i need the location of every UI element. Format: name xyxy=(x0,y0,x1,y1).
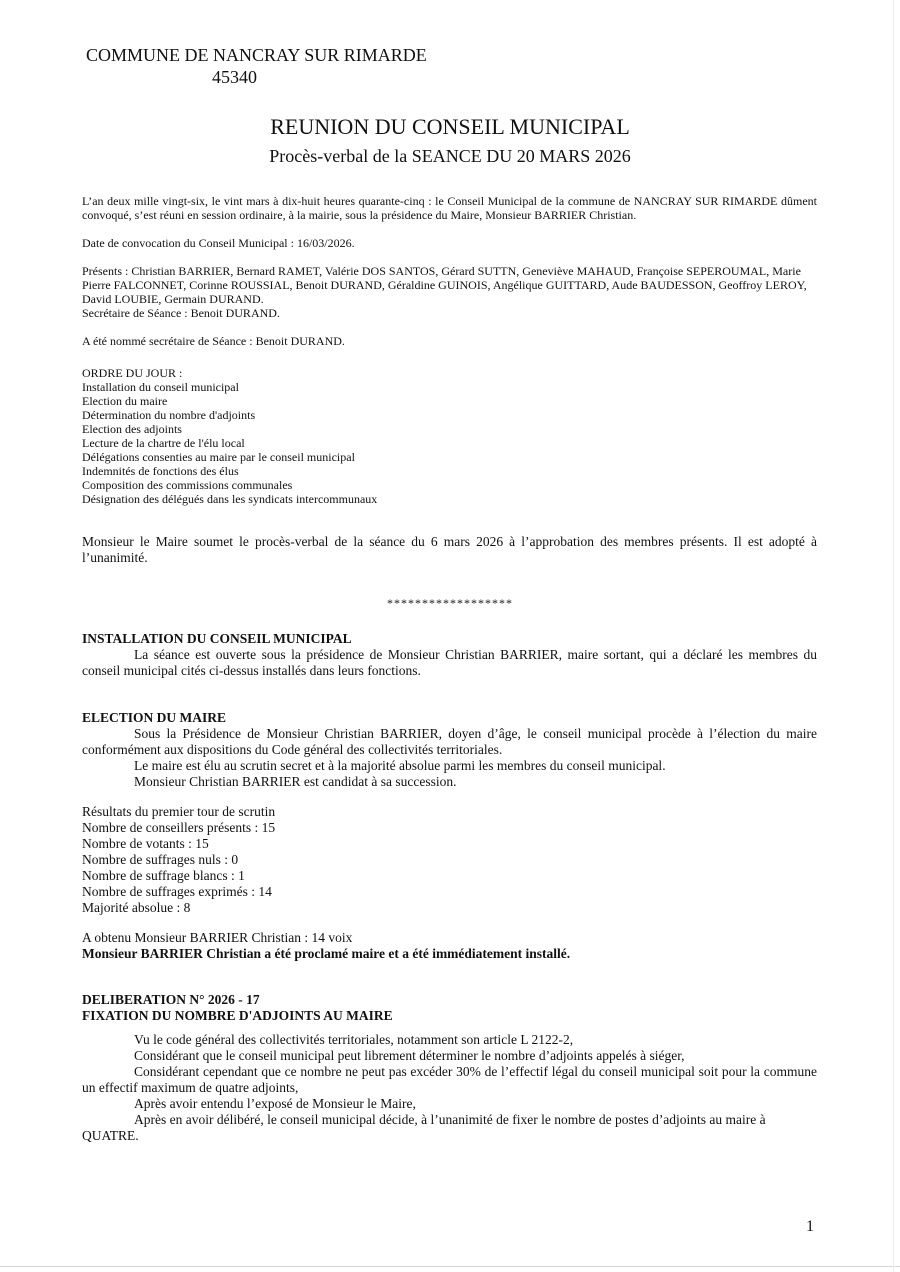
election-paragraph: Sous la Présidence de Monsieur Christian BARRIER, doyen d’âge, le conseil municipal procède à l’élection du maire conformément aux dispositions du Code général des collectivités territoriales. xyxy=(82,726,817,757)
ordre-item: Election du maire xyxy=(82,394,168,408)
election-paragraph: Monsieur Christian BARRIER est candidat à sa succession. xyxy=(134,774,457,789)
convocation-date: Date de convocation du Conseil Municipal : 16/03/2026. xyxy=(82,236,355,250)
deliberation-section xyxy=(82,992,817,1144)
result-line: Nombre de votants : 15 xyxy=(82,836,209,851)
result-line: Nombre de suffrage blancs : 1 xyxy=(82,868,245,883)
election-heading: ELECTION DU MAIRE xyxy=(82,710,227,725)
ordre-item: Election des adjoints xyxy=(82,422,182,436)
ordre-item: Indemnités de fonctions des élus xyxy=(82,464,239,478)
page-bottom-edge xyxy=(0,1266,900,1267)
page-right-edge xyxy=(893,0,894,1272)
presents-list: Présents : Christian BARRIER, Bernard RAMET, Valérie DOS SANTOS, Gérard SUTTN, Geneviève MAHAUD, Françoise SEPEROUMAL, Marie Pierre FALCONNET, Corinne ROUSSIAL, Benoit DURAND, Géraldine GUINOIS, Angélique GUITTARD, Aude BAUDESSON, Geoffroy LEROY, David LOUBIE, Germain DURAND. xyxy=(82,264,807,306)
ordre-item: Détermination du nombre d'adjoints xyxy=(82,408,256,422)
page-number: 1 xyxy=(806,1218,814,1235)
ordre-du-jour xyxy=(82,366,817,506)
election-paragraph: Le maire est élu au scrutin secret et à la majorité absolue parmi les membres du conseil municipal. xyxy=(134,758,666,773)
installation-section xyxy=(82,631,817,679)
ordre-item: Désignation des délégués dans les syndicats intercommunaux xyxy=(82,492,378,506)
document-title: REUNION DU CONSEIL MUNICIPAL xyxy=(270,114,630,139)
result-line: Nombre de conseillers présents : 15 xyxy=(82,820,276,835)
deliberation-paragraph: Vu le code général des collectivités territoriales, notamment son article L 2122-2, xyxy=(134,1032,574,1047)
intro-paragraph: L’an deux mille vingt-six, le vint mars à dix-huit heures quarante-cinq : le Conseil Municipal de la commune de NANCRAY SUR RIMARDE dûment convoqué, s’est réuni en session ordinaire, à la mairie, sous la présidence du Maire, Monsieur BARRIER Christian. xyxy=(82,194,817,222)
secretaire-line: Secrétaire de Séance : Benoit DURAND. xyxy=(82,306,280,320)
result-line: Nombre de suffrages exprimés : 14 xyxy=(82,884,272,899)
installation-text: La séance est ouverte sous la présidence de Monsieur Christian BARRIER, maire sortant, qui a déclaré les membres du conseil municipal cités ci-dessus installés dans leurs fonctions. xyxy=(82,647,817,678)
result-line: Nombre de suffrages nuls : 0 xyxy=(82,852,239,867)
deliberation-paragraph: Après en avoir délibéré, le conseil municipal décide, à l’unanimité de fixer le nombre de postes d’adjoints au maire à QUATRE. xyxy=(82,1112,766,1143)
votes-obtained: A obtenu Monsieur BARRIER Christian : 14 voix xyxy=(82,930,353,945)
ordre-item: Lecture de la chartre de l'élu local xyxy=(82,436,245,450)
ordre-item: Délégations consenties au maire par le conseil municipal xyxy=(82,450,355,464)
intro-section xyxy=(82,194,817,348)
deliberation-paragraph: Considérant cependant que ce nombre ne peut pas excéder 30% de l’effectif légal du conseil municipal soit pour la commune un effectif maximum de quatre adjoints, xyxy=(82,1064,817,1095)
result-line: Majorité absolue : 8 xyxy=(82,900,191,915)
installation-heading: INSTALLATION DU CONSEIL MUNICIPAL xyxy=(82,631,352,646)
election-outcome xyxy=(82,930,817,962)
election-section xyxy=(82,710,817,790)
mayor-proclaimed: Monsieur BARRIER Christian a été proclamé maire et a été immédiatement installé. xyxy=(82,946,571,961)
result-line: Résultats du premier tour de scrutin xyxy=(82,804,276,819)
election-results xyxy=(82,804,817,916)
commune-header xyxy=(86,44,427,88)
section-separator: ****************** xyxy=(387,596,513,610)
commune-name: COMMUNE DE NANCRAY SUR RIMARDE xyxy=(86,45,427,65)
approbation-paragraph: Monsieur le Maire soumet le procès-verbal de la séance du 6 mars 2026 à l’approbation des membres présents. Il est adopté à l’unanimité. xyxy=(82,534,817,565)
deliberation-paragraph: Considérant que le conseil municipal peut librement déterminer le nombre d’adjoints appelés à siéger, xyxy=(134,1048,685,1063)
deliberation-paragraph: Après avoir entendu l’exposé de Monsieur le Maire, xyxy=(134,1096,416,1111)
ordre-heading: ORDRE DU JOUR : xyxy=(82,366,183,380)
document-subtitle: Procès-verbal de la SEANCE DU 20 MARS 2026 xyxy=(269,146,631,166)
commune-zip: 45340 xyxy=(212,67,257,87)
ordre-item: Installation du conseil municipal xyxy=(82,380,239,394)
deliberation-heading: FIXATION DU NOMBRE D'ADJOINTS AU MAIRE xyxy=(82,1008,393,1023)
deliberation-number: DELIBERATION N° 2026 - 17 xyxy=(82,992,260,1007)
secretaire-nomme: A été nommé secrétaire de Séance : Benoit DURAND. xyxy=(82,334,345,348)
ordre-item: Composition des commissions communales xyxy=(82,478,293,492)
